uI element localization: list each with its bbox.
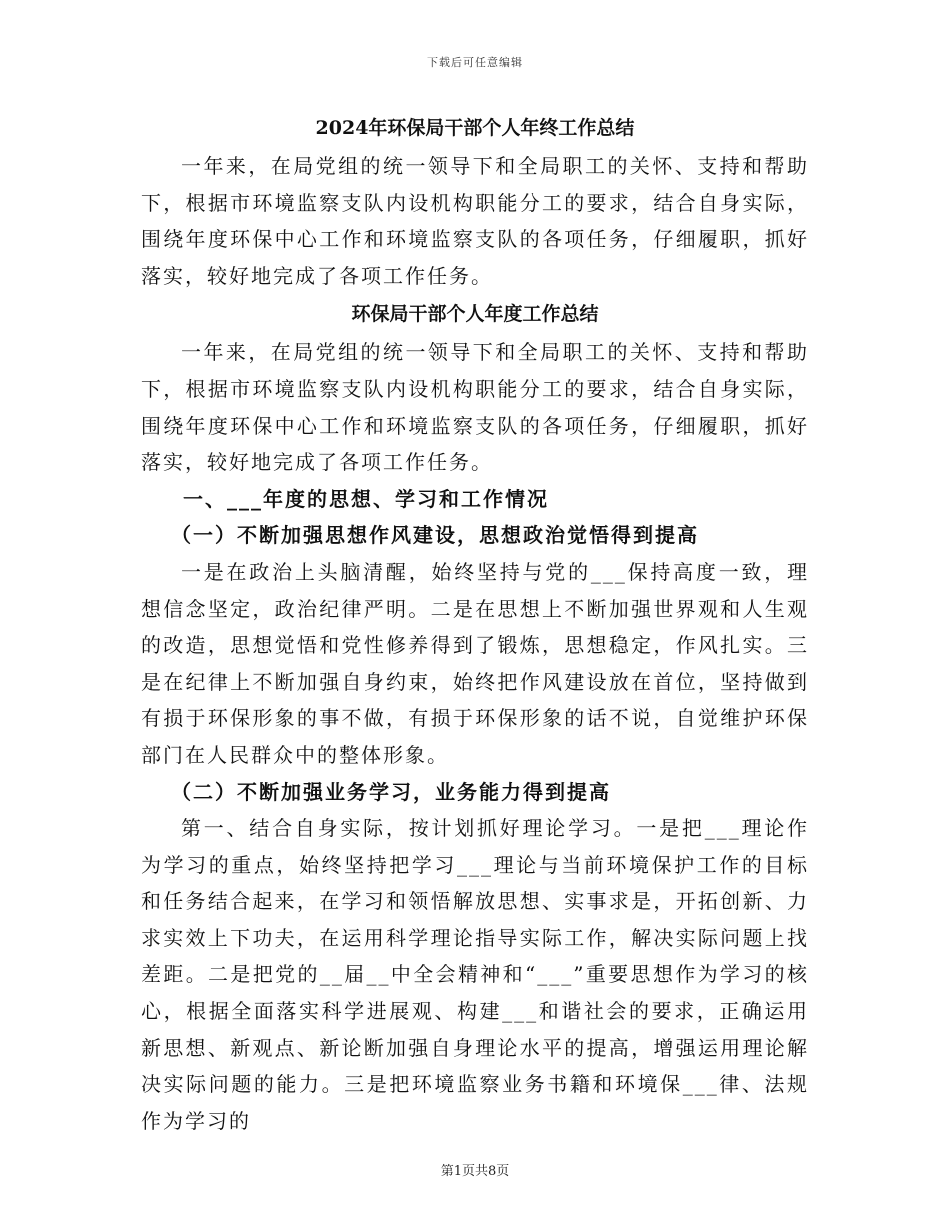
document-title: 2024年环保局干部个人年终工作总结	[315, 117, 635, 139]
document-subtitle: 环保局干部个人年度工作总结	[351, 303, 599, 326]
page-number: 第1页共8页	[440, 1164, 510, 1179]
second-paragraph: 一年来，在局党组的统一领导下和全局职工的关怀、支持和帮助下，根据市环境监察支队内设机构职能分工的要求，结合自身实际，围绕年度环保中心工作和环境监察支队的各项任务，仔细履职，抓好落实，较好地完成了各项工作任务。	[141, 340, 809, 475]
document-body	[141, 108, 809, 1139]
subsection-2-heading: （二）不断加强业务学习，业务能力得到提高	[171, 779, 611, 804]
subsection-1-paragraph: 一是在政治上头脑清醒，始终坚持与党的___保持高度一致，理想信念坚定，政治纪律严明。二是在思想上不断加强世界观和人生观的改造，思想觉悟和党性修养得到了锻炼，思想稳定，作风扎实。三是在纪律上不断加强自身约束，始终把作风建设放在首位，坚持做到有损于环保形象的事不做，有损于环保形象的话不说，自觉维护环保部门在人民群众中的整体形象。	[141, 559, 809, 767]
subsection-1-heading: （一）不断加强思想作风建设，思想政治觉悟得到提高	[171, 523, 699, 548]
header-note: 下载后可任意编辑	[427, 56, 523, 69]
intro-paragraph: 一年来，在局党组的统一领导下和全局职工的关怀、支持和帮助下，根据市环境监察支队内设机构职能分工的要求，结合自身实际，围绕年度环保中心工作和环境监察支队的各项任务，仔细履职，抓好落实，较好地完成了各项工作任务。	[141, 154, 809, 288]
section-1-heading: 一、___年度的思想、学习和工作情况	[183, 486, 549, 511]
subsection-2-paragraph: 第一、结合自身实际，按计划抓好理论学习。一是把___理论作为学习的重点，始终坚持把学习___理论与当前环境保护工作的目标和任务结合起来，在学习和领悟解放思想、实事求是，开拓创新、力求实效上下功夫，在运用科学理论指导实际工作，解决实际问题上找差距。二是把党的__届__中全会精神和“___”重要思想作为学习的核心，根据全面落实科学进展观、构建___和谐社会的要求，正确运用新思想、新观点、新论断加强自身理论水平的提高，增强运用理论解决实际问题的能力。三是把环境监察业务书籍和环境保___律、法规作为学习的	[141, 816, 809, 1133]
